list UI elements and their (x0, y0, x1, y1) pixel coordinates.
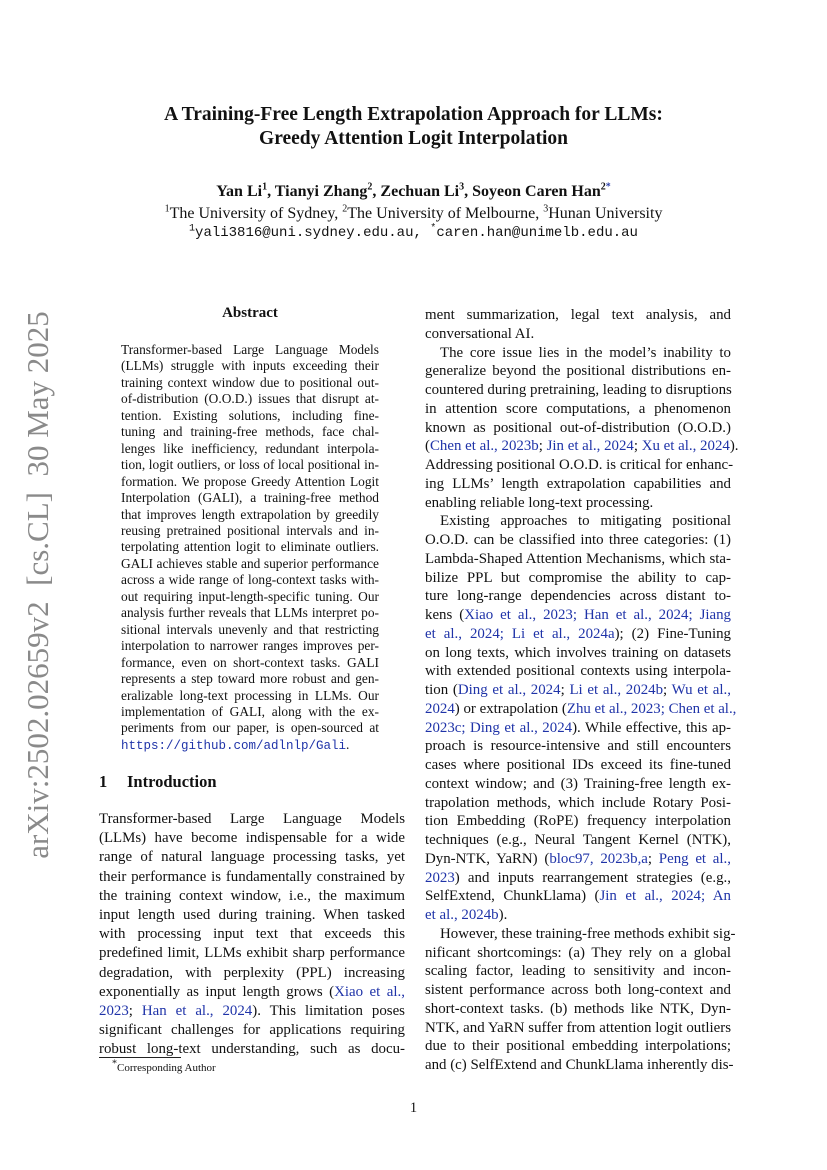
text-run: ) and inputs rearrangement strategies (e.g., (454, 869, 731, 886)
citation-link[interactable]: 2023 (99, 1003, 129, 1020)
abstract-heading: Abstract (222, 305, 278, 321)
footnote-text: Corresponding Author (117, 1062, 216, 1074)
text-line (121, 408, 379, 424)
text-run: sitional intervals unevenly and that restricting (121, 621, 379, 637)
text-line (425, 737, 731, 756)
text-run: ); (2) Fine-Tuning (614, 625, 731, 642)
text-line (121, 622, 379, 638)
citation-link[interactable]: 2023c; Ding et al., 2024 (425, 719, 573, 736)
text-line (425, 812, 731, 831)
text-run: ment summarization, legal text analysis, and (425, 307, 731, 323)
text-line (425, 400, 731, 419)
citation-link[interactable]: Peng et al., (658, 850, 732, 867)
text-run: represents a step toward more robust and gen- (121, 671, 379, 687)
text-run: (LLMs) struggle with inputs exceeding their (121, 358, 379, 374)
text-run: tion Embedding (RoPE) frequency interpolation (425, 813, 731, 830)
text-run: ). (498, 907, 508, 923)
text-line (99, 868, 405, 887)
text-run: implementation of GALI, along with the ex- (121, 703, 379, 719)
text-line (121, 704, 379, 720)
paragraph (425, 925, 736, 1075)
text-line (121, 589, 379, 605)
email-mark: * (430, 223, 437, 235)
text-run: predefined limit, LLMs exhibit sharp performance (99, 945, 405, 962)
github-link[interactable]: https://github.com/adlnlp/Gali (121, 738, 347, 753)
text-line (425, 850, 731, 869)
text-line (99, 944, 405, 963)
text-line (425, 381, 731, 400)
text-line (425, 681, 731, 700)
text-run: eralizable long-text processing in LLMs. Our (121, 687, 379, 703)
text-line (425, 644, 731, 663)
text-run: Transformer-based Large Language Models (121, 342, 379, 357)
text-run: across a wide range of long-context tasks with- (121, 572, 379, 588)
text-line (425, 1000, 731, 1019)
citation-link[interactable]: Jin et al., 2024 (546, 438, 634, 455)
email-address: yali3816@uni.sydney.edu.au, (195, 225, 431, 241)
text-run: scaling factor, leading to sensitivity and incon- (425, 963, 731, 980)
text-line (99, 887, 405, 906)
email-mark: 1 (189, 223, 196, 235)
text-run: and (c) SelfExtend and ChunkLlama inherently dis- (425, 1057, 734, 1073)
text-run: periments from our paper, is open-sourced at (121, 720, 379, 736)
author-list: Yan Li$^1$, Tianyi Zhang$^2$, Zechuan Li$^3$, Soyeon Caren Han$^{2*}$ (216, 181, 611, 200)
text-line (425, 662, 731, 681)
text-line (425, 887, 731, 906)
text-run: Transformer-based Large Language Models (99, 811, 405, 827)
text-run: terpolating attention logit to eliminate outliers. (121, 539, 379, 555)
citation-link[interactable]: Zhu et al., 2023; Chen et al., (566, 700, 737, 717)
footnote (112, 1058, 216, 1074)
text-line (99, 983, 405, 1002)
text-line (425, 569, 731, 588)
text-line (425, 325, 731, 344)
affiliation-mark: 3 (543, 203, 549, 215)
text-run: nificant shortcomings: (a) They rely on a global (425, 944, 731, 961)
text-run: lenges like inefficiency, redundant interpola- (121, 440, 379, 456)
affiliation-name: The University of Sydney, (169, 205, 343, 222)
text-line (425, 925, 736, 944)
text-line (121, 671, 379, 687)
citation-link[interactable]: Xiao et al., (334, 983, 405, 1000)
text-line (425, 475, 731, 494)
text-run: ; (633, 438, 642, 455)
text-line (425, 1019, 731, 1038)
text-run: generalize beyond the positional distributions en- (425, 363, 731, 380)
text-run: ; (128, 1003, 142, 1020)
text-run: Existing approaches to mitigating positional (440, 513, 731, 530)
text-run: The core issue lies in the model’s inability to (440, 344, 731, 361)
paragraph (121, 342, 379, 754)
text-run: training context window due to positional out- (121, 374, 379, 390)
text-run: Lambda-Shaped Attention Mechanisms, which sta- (425, 550, 731, 567)
author-affiliation-mark: 3 (459, 181, 465, 193)
text-run: Addressing positional O.O.D. is critical for enhanc- (425, 457, 734, 473)
text-line (99, 810, 405, 829)
affiliations (0, 205, 827, 223)
text-run: O.O.D. can be classified into three categories: (1) (425, 532, 731, 548)
text-run: due to their positional embedding interpolations; (425, 1038, 731, 1055)
text-line (121, 638, 379, 654)
text-line (99, 1021, 405, 1040)
text-run: reusing pretrained positional intervals and in- (121, 522, 379, 538)
affiliation-name: Hunan University (548, 205, 663, 222)
text-run: However, these training-free methods exhibit sig- (440, 925, 736, 942)
text-line (121, 523, 379, 539)
text-run: tion, logit outliers, or loss of local positional in- (121, 457, 379, 473)
text-run: with extended positional contexts using interpola- (425, 663, 731, 680)
text-run: proach is resource-intensive and still encounters (425, 738, 731, 755)
paragraph (425, 306, 731, 344)
text-line (425, 419, 731, 438)
affiliation-mark: 2 (342, 203, 348, 215)
text-run: the training context window, i.e., the maximum (99, 887, 405, 904)
text-run: cases where positional IDs exceed its fine-tuned (425, 757, 731, 773)
title-line-2: Greedy Attention Logit Interpolation (259, 128, 568, 149)
text-run: input length used during training. When tasked (99, 907, 405, 924)
text-line (121, 342, 379, 358)
text-line (99, 829, 405, 848)
text-line (425, 775, 731, 794)
text-line (121, 375, 379, 391)
text-line (121, 490, 379, 506)
text-run: out requiring input-length-specific tuning. Our (121, 588, 379, 604)
citation-link[interactable]: et al., 2024; Li et al., 2024a (425, 625, 615, 642)
text-run: ; (560, 682, 570, 698)
citation-link[interactable]: Xu et al., 2024 (641, 438, 730, 455)
text-run: in attention score computations, a phenomenon (425, 400, 731, 417)
footnote-mark: * (112, 1058, 117, 1070)
title-line-1: A Training-Free Length Extrapolation Approach for LLMs: (164, 104, 663, 125)
text-run: Dyn-NTK, YaRN) ( (425, 850, 550, 867)
text-line (121, 556, 379, 572)
text-line (121, 688, 379, 704)
text-run: on long texts, which involves training on datasets (425, 644, 731, 661)
text-line (425, 981, 731, 1000)
introduction-right-column (425, 306, 739, 1075)
introduction-left-column (99, 810, 405, 1060)
text-run: . (346, 736, 350, 752)
text-run: ; (538, 438, 547, 455)
text-line (99, 925, 405, 944)
citation-link[interactable]: Ding et al., 2024 (457, 682, 561, 698)
text-line (425, 756, 731, 775)
text-line (425, 437, 739, 456)
text-run: ) or extrapolation ( (454, 700, 567, 717)
author-name: Tianyi Zhang (274, 183, 368, 200)
author-affiliation-mark: 2 (367, 181, 373, 193)
text-line (425, 700, 737, 719)
paragraph (99, 810, 405, 1060)
text-run: their performance is fundamentally constrained by (99, 868, 405, 885)
text-run: short-context tasks. (b) methods like NTK, Dyn- (425, 1000, 731, 1017)
text-run: ). While effective, this ap- (572, 719, 731, 736)
text-line (99, 964, 405, 983)
corresponding-mark: * (605, 181, 611, 193)
text-run: ture long-range dependencies across distant to- (425, 588, 731, 605)
text-line (121, 572, 379, 588)
text-run: formance, even on short-context tasks. GALI (121, 654, 379, 670)
text-run: sistent performance across both long-context and (425, 982, 731, 998)
text-run: with processing input text that exceeds this (99, 926, 405, 943)
citation-link[interactable]: Han et al., 2024 (141, 1003, 253, 1020)
text-line (121, 441, 379, 457)
text-run: Interpolation (GALI), a training-free method (121, 490, 379, 506)
text-line (425, 1037, 731, 1056)
text-line (121, 655, 379, 671)
text-line (121, 737, 379, 754)
text-run: robust long-text understanding, such as docu- (99, 1041, 405, 1058)
text-run: techniques (e.g., Neural Tangent Kernel (NTK), (425, 832, 731, 848)
text-line (425, 719, 731, 738)
text-line (99, 848, 405, 867)
text-run: ; (647, 850, 659, 867)
text-line (121, 457, 379, 473)
text-line (425, 344, 731, 363)
author-affiliation-mark: 1 (262, 181, 268, 193)
text-line (425, 531, 731, 550)
text-line (425, 512, 731, 531)
text-line (425, 494, 731, 513)
citation-link[interactable]: 2024 (425, 700, 455, 717)
text-run: ). This limitation poses (252, 1003, 405, 1020)
text-run: degradation, with perplexity (PPL) increasing (99, 964, 405, 981)
section-title: Introduction (127, 772, 217, 791)
text-run: formation. We propose Greedy Attention Logit (121, 473, 379, 489)
text-line (425, 831, 731, 850)
text-run: bilize PPL but compromise the ability to cap- (425, 569, 731, 586)
text-run: exponentially as input length grows ( (99, 983, 335, 1000)
text-line (121, 720, 379, 736)
text-run: GALI achieves stable and superior performance (121, 555, 379, 571)
section-heading-introduction (99, 772, 217, 792)
text-line (425, 550, 731, 569)
text-run: range of natural language processing tasks, yet (99, 849, 405, 866)
author-name: Yan Li (216, 183, 263, 200)
text-line (425, 1056, 734, 1075)
text-run: trapolation methods, which include Rotary Posi- (425, 794, 731, 811)
page-number: 1 (409, 1100, 418, 1116)
emails (0, 225, 827, 241)
text-run: that improves length extrapolation by greedily (121, 506, 379, 522)
author-name: Zechuan Li (380, 183, 460, 200)
affiliation-mark: 1 (164, 203, 170, 215)
abstract-body (121, 342, 379, 754)
text-run: enabling reliable long-text processing. (425, 494, 654, 511)
text-line (121, 474, 379, 490)
text-line (425, 306, 731, 325)
paper-title (0, 103, 827, 151)
text-line (121, 391, 379, 407)
text-run: context window; and (3) Training-free length ex- (425, 775, 731, 792)
text-run: of-distribution (O.O.D.) issues that disrupt at- (121, 391, 379, 407)
text-line (121, 358, 379, 374)
paragraph (425, 512, 737, 925)
text-line (425, 606, 731, 625)
text-line (121, 605, 379, 621)
text-run: known as positional out-of-distribution (O.O.D.) (425, 419, 731, 436)
citation-link[interactable]: Chen et al., 2023b (429, 438, 539, 455)
citation-link[interactable]: Jin et al., 2024; An (599, 888, 731, 905)
text-run: ( (425, 438, 430, 455)
author-affiliation-mark: 2 (600, 181, 606, 193)
citation-link[interactable]: et al., 2024b (425, 907, 499, 923)
text-run: kens ( (425, 607, 465, 623)
text-line (99, 1002, 405, 1021)
text-line (121, 539, 379, 555)
citation-link[interactable]: Xiao et al., 2023; Han et al., 2024; Jiang (464, 607, 731, 623)
text-line (425, 362, 731, 381)
text-run: SelfExtend, ChunkLlama) ( (425, 888, 600, 905)
citation-link[interactable]: bloc97, 2023b,a (549, 850, 648, 867)
text-line (425, 625, 731, 644)
text-run: ; (663, 682, 672, 698)
text-line (425, 906, 731, 925)
email-address: caren.han@unimelb.edu.au (436, 225, 638, 241)
text-run: ing LLMs’ length extrapolation capabilities and (425, 475, 731, 492)
text-line (121, 424, 379, 440)
text-line (425, 962, 731, 981)
paragraph (425, 344, 739, 513)
arxiv-stamp: arXiv:2502.02659v2 [cs.CL] 30 May 2025 (20, 311, 55, 859)
text-run: conversational AI. (425, 325, 535, 342)
text-run: significant challenges for applications requiring (99, 1022, 405, 1039)
affiliation-name: The University of Melbourne, (347, 205, 544, 222)
citation-link[interactable]: Wu et al., (671, 682, 731, 698)
text-line (425, 869, 731, 888)
text-run: countered during pretraining, leading to disruptions (425, 382, 732, 398)
author-name: Soyeon Caren Han (472, 183, 601, 200)
text-line (121, 507, 379, 523)
text-run: tention. Existing solutions, including fine- (121, 407, 379, 423)
text-run: tuning and training-free methods, face chal- (121, 424, 379, 440)
text-run: analysis further reveals that LLMs interpret po- (121, 605, 379, 621)
text-line (425, 944, 731, 963)
text-line (425, 456, 734, 475)
citation-link[interactable]: Li et al., 2024b (569, 682, 664, 698)
citation-link[interactable]: 2023 (425, 869, 455, 886)
text-run: ). (729, 438, 739, 455)
text-run: NTK, and YaRN suffer from attention logit outliers (425, 1019, 731, 1036)
section-number: 1 (99, 772, 108, 791)
text-run: interpolation to narrower ranges improves per- (121, 638, 379, 654)
text-line (425, 794, 731, 813)
text-run: tion ( (425, 682, 458, 698)
text-line (425, 587, 731, 606)
text-run: (LLMs) have become indispensable for a wide (99, 830, 405, 847)
text-line (99, 906, 405, 925)
